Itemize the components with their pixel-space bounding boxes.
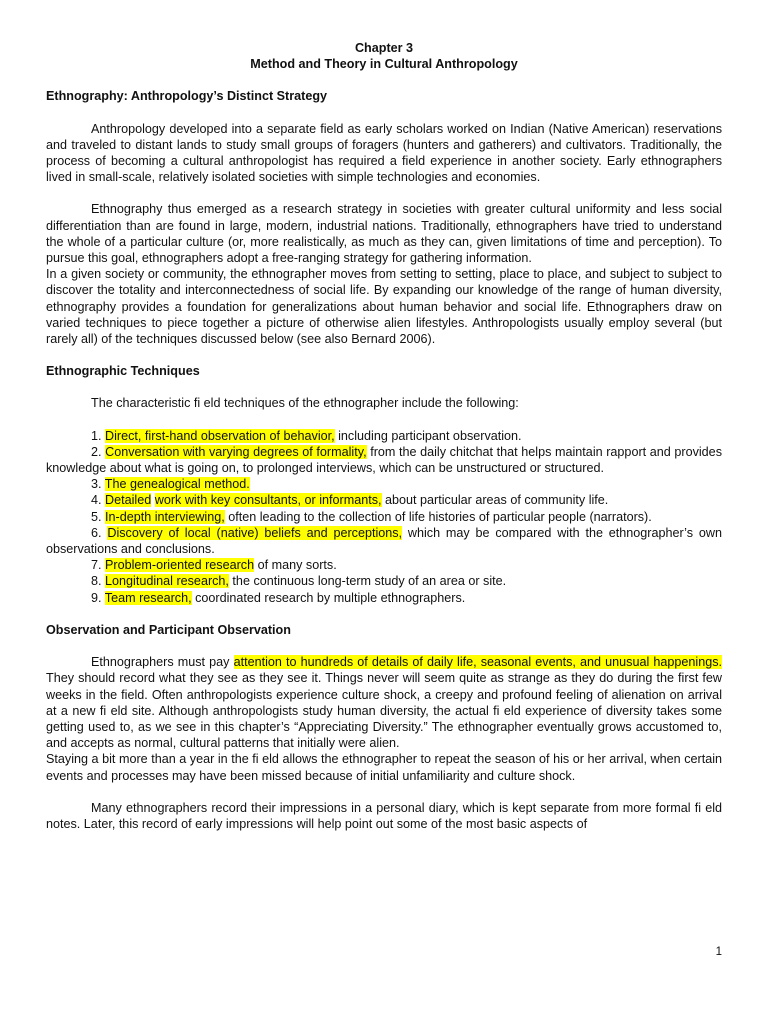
paragraph: Ethnographers must pay attention to hundreds of details of daily life, seasonal events, and unusual happenings. They should record what they see as they see it. Things never will seem quite as strange as they do during the first few weeks in the field. Often anthropologists experience culture shock, a creepy and profound feeling of alienation on arrival at a new fi eld site. Although anthropologists study human diversity, the actual fi eld experience of diversity takes some getting used to, as we see in this chapter’s “Appreciating Diversity.” The ethnographer eventually grows accustomed to, and accepts as normal, cultural patterns that initially were alien. [46, 655, 723, 751]
document-page [46, 40, 722, 832]
list-item: 5. In-depth interviewing, often leading to the collection of life histories of particular people (narrators). [91, 509, 652, 524]
list-item: 6. Discovery of local (native) beliefs and perceptions, which may be compared with the ethnographer’s own observations and conclusions. [46, 525, 722, 557]
list-item: 3. The genealogical method. [91, 477, 250, 492]
chapter-label: Chapter 3 [354, 41, 414, 55]
section-heading-techniques: Ethnographic Techniques [46, 364, 200, 379]
list-item: 4. Detailed work with key consultants, or informants, about particular areas of community life. [91, 493, 609, 508]
list-item: 1. Direct, first-hand observation of behavior, including participant observation. [91, 428, 522, 443]
highlight: attention to hundreds of details of daily life, seasonal events, and unusual happenings. [233, 655, 723, 670]
paragraph: Staying a bit more than a year in the fi eld allows the ethnographer to repeat the season of his or her arrival, when certain events and processes may have been missed because of initial unfamiliarity and culture shock. [46, 752, 722, 783]
highlight: Problem-oriented research [105, 558, 255, 573]
highlight: In-depth interviewing, [105, 509, 225, 524]
highlight: The genealogical method. [104, 477, 250, 492]
highlight: Detailed [105, 493, 152, 508]
highlight: Discovery of local (native) beliefs and perceptions, [107, 525, 403, 540]
highlight: work with key consultants, or informants, [154, 493, 382, 508]
highlight: Conversation with varying degrees of formality, [105, 444, 367, 459]
list-item: 7. Problem-oriented research of many sorts. [91, 558, 337, 573]
highlight: Direct, first-hand observation of behavior, [105, 428, 335, 443]
list-item: 2. Conversation with varying degrees of formality, from the daily chitchat that helps maintain rapport and provides knowledge about what is going on, to prolonged interviews, which can be unstructured or structured. [46, 444, 722, 476]
section-heading-ethnography: Ethnography: Anthropology’s Distinct Strategy [46, 89, 328, 104]
section-heading-observation: Observation and Participant Observation [46, 622, 291, 637]
highlight: Team research, [104, 590, 192, 605]
paragraph: The characteristic fi eld techniques of the ethnographer include the following: [91, 396, 519, 411]
list-item: 8. Longitudinal research, the continuous long-term study of an area or site. [91, 574, 507, 589]
list-item: 9. Team research, coordinated research by multiple ethnographers. [91, 590, 466, 605]
chapter-title: Method and Theory in Cultural Anthropology [250, 57, 518, 72]
paragraph: In a given society or community, the ethnographer moves from setting to setting, place to place, and subject to subject to discover the totality and interconnectedness of social life. By expanding our knowledge of the range of human diversity, ethnography provides a foundation for generalizations about human behavior and social life. Ethnographers draw on varied techniques to piece together a picture of otherwise alien lifestyles. Anthropologists usually employ several (but rarely all) of the techniques discussed below (see also Bernard 2006). [46, 267, 722, 347]
page-number: 1 [715, 946, 722, 958]
highlight: Longitudinal research, [105, 574, 229, 589]
paragraph: Ethnography thus emerged as a research strategy in societies with greater cultural uniformity and less social differentiation than are found in large, modern, industrial nations. Traditionally, ethnographers have tried to understand the whole of a particular culture (or, more realistically, as much as they can, given limitations of time and perception). To pursue this goal, ethnographers adopt a free-ranging strategy for gathering information. [46, 202, 722, 266]
technique-list [46, 428, 722, 606]
paragraph: Many ethnographers record their impressions in a personal diary, which is kept separate from more formal fi eld notes. Later, this record of early impressions will help point out some of the most basic aspects of [46, 800, 722, 831]
paragraph: Anthropology developed into a separate field as early scholars worked on Indian (Native American) reservations and traveled to distant lands to study small groups of foragers (hunters and gatherers) and cultivators. Traditionally, the process of becoming a cultural anthropologist has required a field experience in another society. Early ethnographers lived in small-scale, relatively isolated societies with simple technologies and economies. [46, 121, 722, 185]
